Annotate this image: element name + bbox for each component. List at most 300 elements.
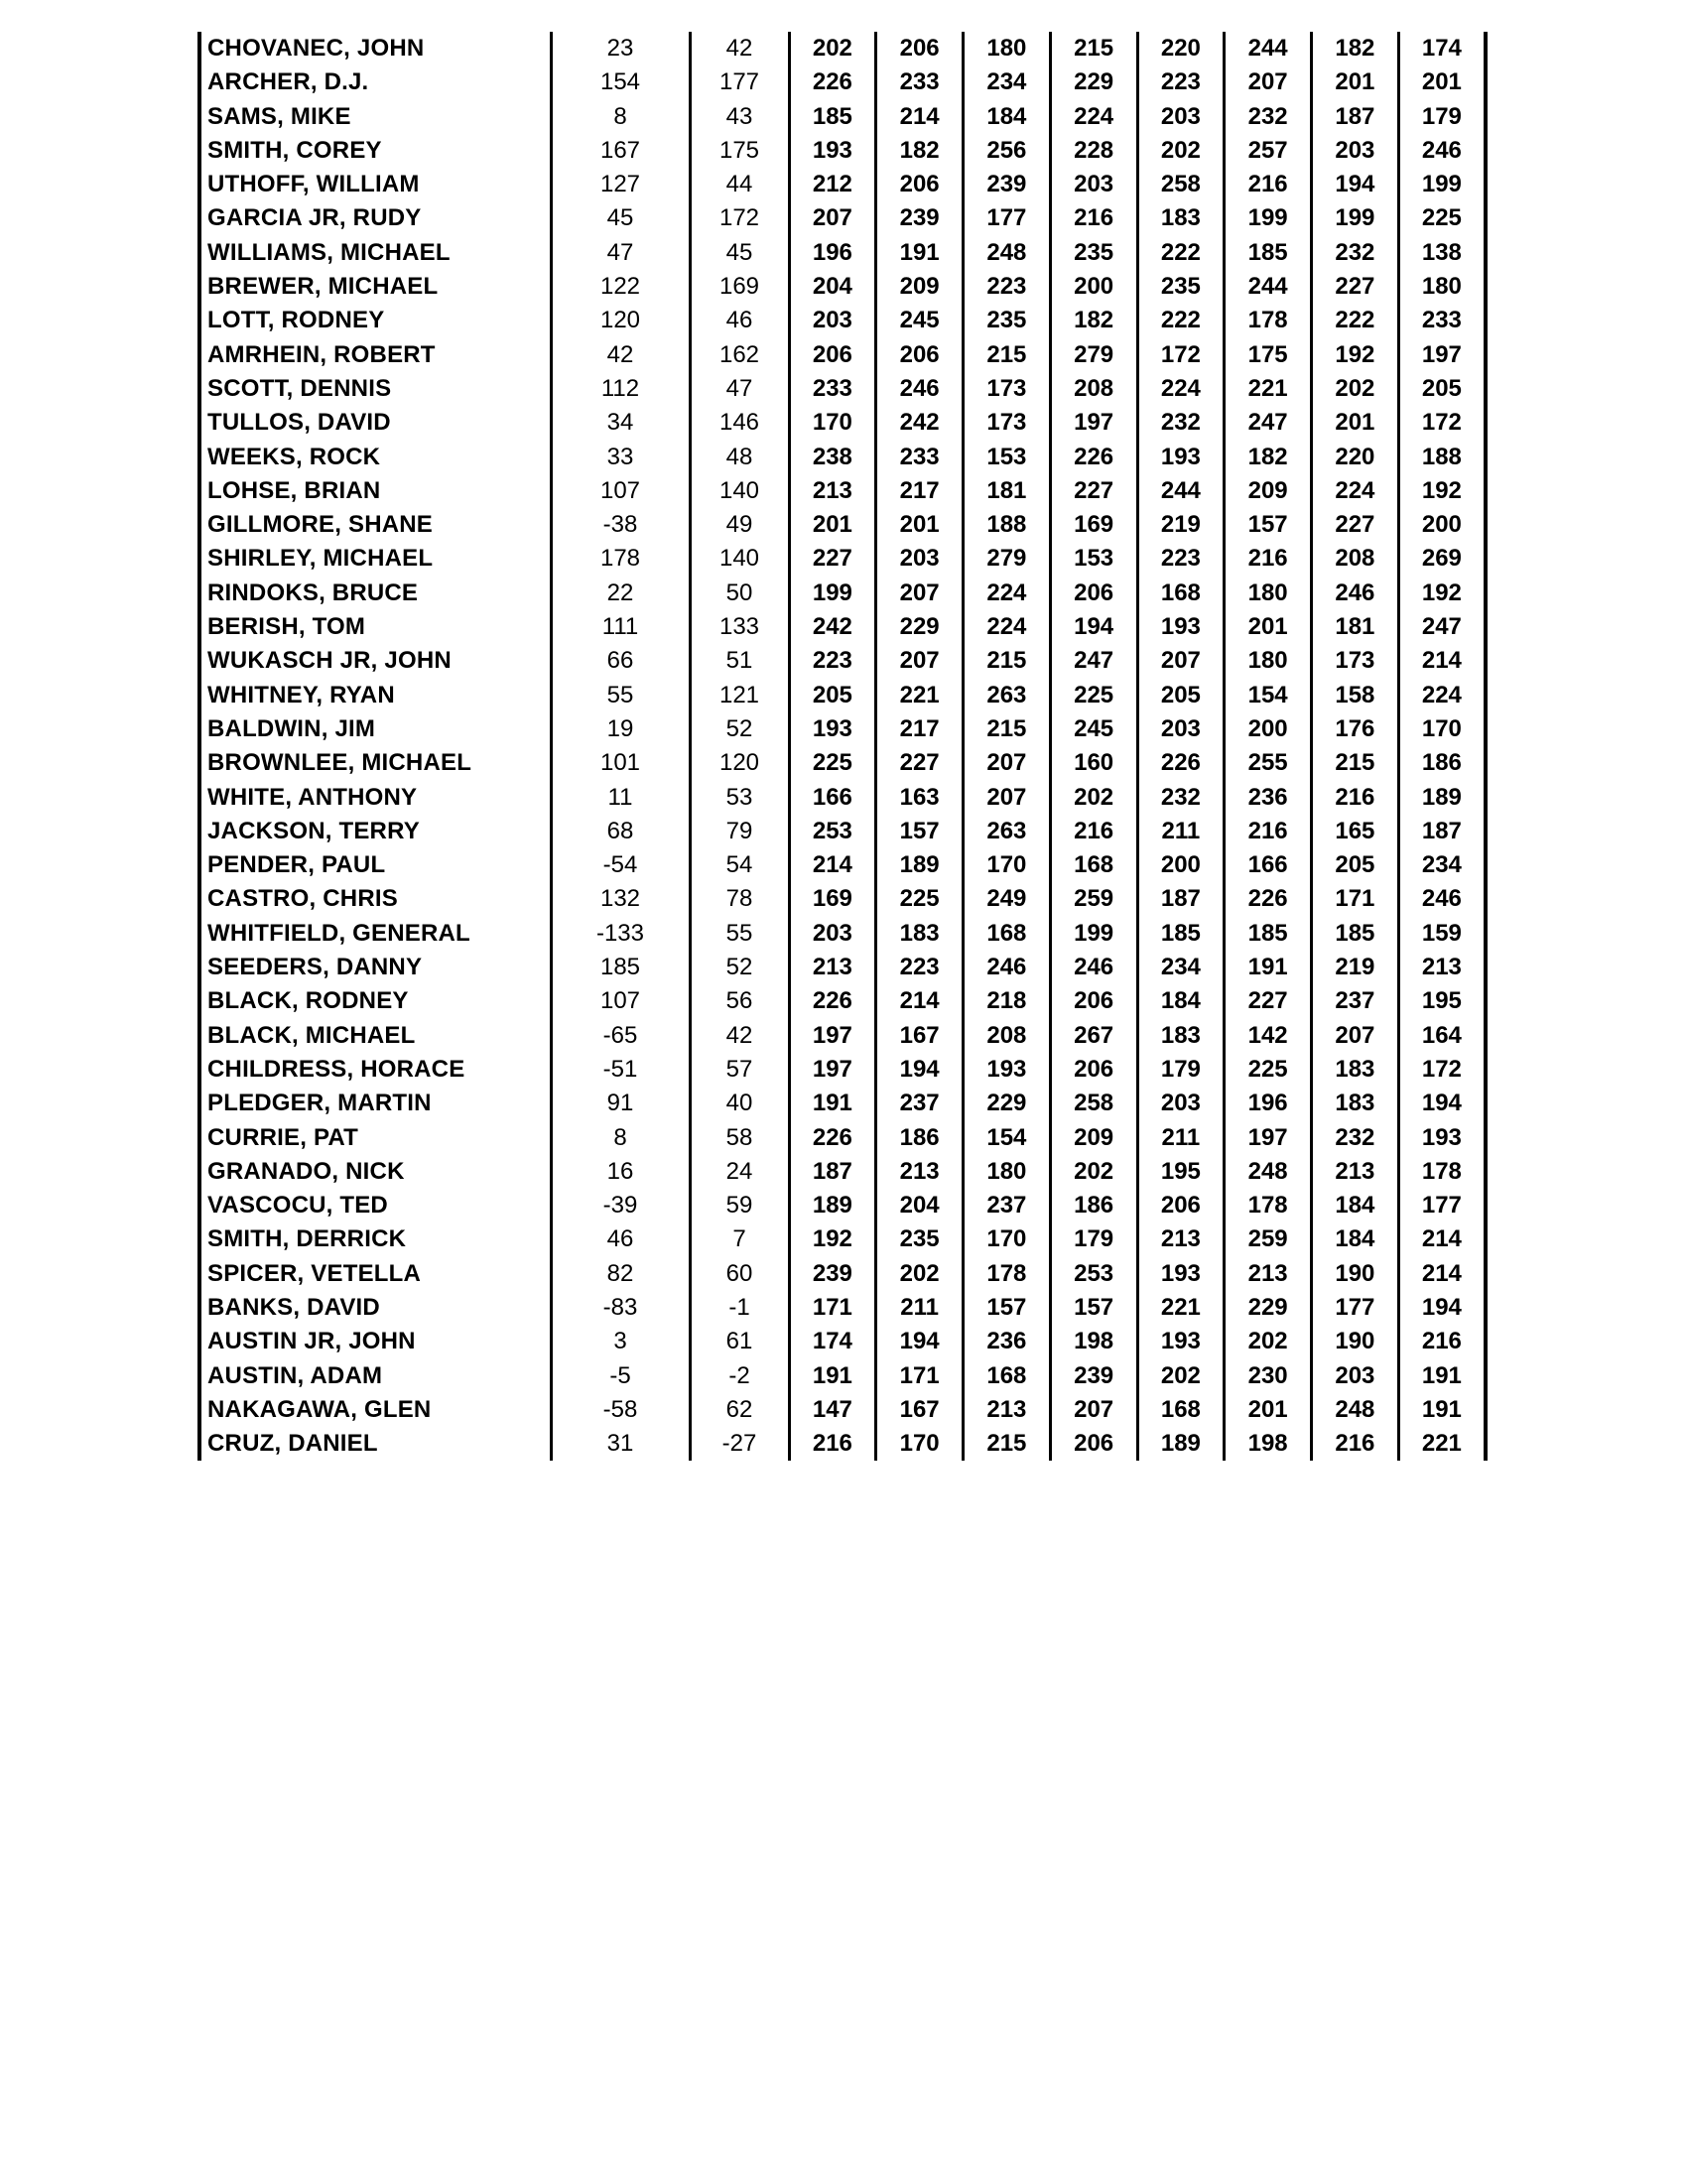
game-score: 194 [1398,1291,1486,1325]
table-row [199,474,1486,508]
game-score: 206 [876,168,964,201]
game-score: 223 [1137,542,1225,576]
value-col-b: 45 [690,236,789,270]
table-row [199,984,1486,1018]
value-col-a: 23 [551,32,690,65]
value-col-a: -51 [551,1053,690,1087]
game-score: 189 [876,848,964,882]
game-score: 248 [964,236,1051,270]
game-score: 259 [1050,882,1137,916]
table-row [199,1087,1486,1120]
game-score: 200 [1050,270,1137,304]
game-score: 246 [1050,951,1137,984]
game-score: 214 [1398,644,1486,678]
game-score: 213 [1312,1155,1399,1189]
game-score: 200 [1137,848,1225,882]
value-col-b: 61 [690,1325,789,1358]
table-row [199,781,1486,815]
game-score: 213 [876,1155,964,1189]
game-score: 168 [1137,577,1225,610]
game-score: 225 [1225,1053,1312,1087]
game-score: 223 [1137,65,1225,99]
value-col-a: 33 [551,441,690,474]
game-score: 181 [1312,610,1399,644]
game-score: 201 [789,508,876,542]
game-score: 234 [964,65,1051,99]
game-score: 172 [1398,406,1486,440]
game-score: 214 [1398,1222,1486,1256]
game-score: 207 [789,201,876,235]
game-score: 177 [1398,1189,1486,1222]
bowler-name: WHITE, ANTHONY [199,781,551,815]
game-score: 206 [1137,1189,1225,1222]
game-score: 238 [789,441,876,474]
bowler-name: BLACK, RODNEY [199,984,551,1018]
game-score: 225 [789,746,876,780]
game-score: 221 [1225,372,1312,406]
value-col-a: 55 [551,679,690,712]
game-score: 201 [1312,406,1399,440]
game-score: 206 [1050,577,1137,610]
game-score: 178 [1225,304,1312,337]
game-score: 206 [1050,984,1137,1018]
value-col-a: 122 [551,270,690,304]
bowler-name: WEEKS, ROCK [199,441,551,474]
game-score: 218 [964,984,1051,1018]
game-score: 233 [876,441,964,474]
bowler-name: SEEDERS, DANNY [199,951,551,984]
game-score: 197 [1225,1121,1312,1155]
game-score: 199 [1398,168,1486,201]
value-col-a: -133 [551,917,690,951]
bowler-name: SPICER, VETELLA [199,1257,551,1291]
value-col-a: 16 [551,1155,690,1189]
value-col-b: 58 [690,1121,789,1155]
game-score: 197 [789,1053,876,1087]
game-score: 180 [964,32,1051,65]
game-score: 244 [1225,270,1312,304]
value-col-b: 52 [690,951,789,984]
game-score: 147 [789,1393,876,1427]
game-score: 201 [1398,65,1486,99]
game-score: 215 [964,712,1051,746]
game-score: 187 [1137,882,1225,916]
game-score: 201 [876,508,964,542]
table-row [199,168,1486,201]
game-score: 247 [1398,610,1486,644]
game-score: 182 [876,134,964,168]
game-score: 233 [876,65,964,99]
game-score: 184 [1312,1189,1399,1222]
game-score: 235 [964,304,1051,337]
game-score: 188 [1398,441,1486,474]
game-score: 223 [964,270,1051,304]
game-score: 201 [1312,65,1399,99]
game-score: 227 [1050,474,1137,508]
game-score: 239 [876,201,964,235]
game-score: 224 [964,610,1051,644]
game-score: 226 [1050,441,1137,474]
game-score: 193 [789,712,876,746]
table-row [199,1121,1486,1155]
game-score: 213 [789,951,876,984]
table-row [199,1155,1486,1189]
game-score: 205 [1137,679,1225,712]
table-row [199,1189,1486,1222]
value-col-b: 140 [690,474,789,508]
value-col-a: 132 [551,882,690,916]
game-score: 179 [1050,1222,1137,1256]
value-col-b: 44 [690,168,789,201]
game-score: 263 [964,679,1051,712]
bowler-name: VASCOCU, TED [199,1189,551,1222]
game-score: 225 [1398,201,1486,235]
game-score: 184 [1137,984,1225,1018]
table-row [199,65,1486,99]
game-score: 203 [1312,1359,1399,1393]
game-score: 187 [1398,815,1486,848]
game-score: 226 [789,1121,876,1155]
game-score: 167 [876,1393,964,1427]
game-score: 242 [789,610,876,644]
value-col-b: 121 [690,679,789,712]
game-score: 202 [1137,1359,1225,1393]
game-score: 216 [1225,542,1312,576]
table-row [199,270,1486,304]
game-score: 239 [789,1257,876,1291]
value-col-b: 51 [690,644,789,678]
game-score: 181 [964,474,1051,508]
game-score: 184 [1312,1222,1399,1256]
game-score: 207 [1312,1019,1399,1053]
table-row [199,644,1486,678]
bowler-name: PENDER, PAUL [199,848,551,882]
game-score: 215 [964,338,1051,372]
game-score: 216 [1398,1325,1486,1358]
table-row [199,577,1486,610]
value-col-a: 107 [551,984,690,1018]
game-score: 177 [964,201,1051,235]
game-score: 213 [1225,1257,1312,1291]
value-col-b: 120 [690,746,789,780]
game-score: 193 [1137,610,1225,644]
bowler-name: CHILDRESS, HORACE [199,1053,551,1087]
bowler-name: BANKS, DAVID [199,1291,551,1325]
game-score: 177 [1312,1291,1399,1325]
game-score: 174 [789,1325,876,1358]
game-score: 214 [1398,1257,1486,1291]
value-col-a: 127 [551,168,690,201]
game-score: 227 [1225,984,1312,1018]
value-col-b: 53 [690,781,789,815]
game-score: 202 [1312,372,1399,406]
game-score: 186 [1050,1189,1137,1222]
game-score: 191 [1398,1359,1486,1393]
value-col-a: 8 [551,1121,690,1155]
game-score: 202 [1137,134,1225,168]
value-col-a: -54 [551,848,690,882]
game-score: 179 [1398,100,1486,134]
table-row [199,1359,1486,1393]
game-score: 198 [1050,1325,1137,1358]
game-score: 258 [1050,1087,1137,1120]
game-score: 203 [789,304,876,337]
game-score: 183 [1312,1053,1399,1087]
bowler-name: CHOVANEC, JOHN [199,32,551,65]
game-score: 208 [1050,372,1137,406]
bowler-name: AUSTIN, ADAM [199,1359,551,1393]
game-score: 256 [964,134,1051,168]
game-score: 226 [789,984,876,1018]
game-score: 216 [1050,201,1137,235]
game-score: 180 [1398,270,1486,304]
game-score: 199 [789,577,876,610]
game-score: 182 [1225,441,1312,474]
game-score: 259 [1225,1222,1312,1256]
game-score: 213 [789,474,876,508]
bowler-name: CURRIE, PAT [199,1121,551,1155]
table-row [199,1019,1486,1053]
game-score: 222 [1312,304,1399,337]
game-score: 226 [1137,746,1225,780]
game-score: 166 [1225,848,1312,882]
game-score: 202 [789,32,876,65]
game-score: 220 [1312,441,1399,474]
value-col-b: 78 [690,882,789,916]
game-score: 224 [1137,372,1225,406]
game-score: 175 [1225,338,1312,372]
game-score: 182 [1312,32,1399,65]
value-col-b: 146 [690,406,789,440]
game-score: 170 [1398,712,1486,746]
game-score: 224 [964,577,1051,610]
game-score: 206 [876,338,964,372]
table-row [199,32,1486,65]
bowler-name: BROWNLEE, MICHAEL [199,746,551,780]
game-score: 223 [789,644,876,678]
game-score: 203 [789,917,876,951]
game-score: 213 [1398,951,1486,984]
game-score: 217 [876,712,964,746]
game-score: 248 [1225,1155,1312,1189]
table-row [199,1393,1486,1427]
game-score: 173 [964,406,1051,440]
game-score: 138 [1398,236,1486,270]
game-score: 234 [1137,951,1225,984]
game-score: 169 [789,882,876,916]
bowler-name: GRANADO, NICK [199,1155,551,1189]
game-score: 209 [1225,474,1312,508]
game-score: 206 [876,32,964,65]
game-score: 183 [876,917,964,951]
game-score: 167 [876,1019,964,1053]
value-col-b: 169 [690,270,789,304]
game-score: 204 [876,1189,964,1222]
game-score: 189 [1137,1427,1225,1461]
game-score: 225 [1050,679,1137,712]
game-score: 160 [1050,746,1137,780]
table-row [199,882,1486,916]
bowler-name: BREWER, MICHAEL [199,270,551,304]
game-score: 230 [1225,1359,1312,1393]
game-score: 226 [789,65,876,99]
game-score: 195 [1137,1155,1225,1189]
value-col-a: -38 [551,508,690,542]
game-score: 191 [789,1087,876,1120]
game-score: 200 [1225,712,1312,746]
game-score: 203 [1137,712,1225,746]
value-col-b: 57 [690,1053,789,1087]
game-score: 209 [876,270,964,304]
game-score: 183 [1312,1087,1399,1120]
game-score: 191 [1225,951,1312,984]
value-col-a: -58 [551,1393,690,1427]
game-score: 246 [1398,134,1486,168]
bowler-name: SMITH, COREY [199,134,551,168]
game-score: 157 [1225,508,1312,542]
table-row [199,746,1486,780]
game-score: 234 [1398,848,1486,882]
value-col-a: 8 [551,100,690,134]
game-score: 225 [876,882,964,916]
game-score: 189 [789,1189,876,1222]
game-score: 246 [876,372,964,406]
game-score: 201 [1225,1393,1312,1427]
game-score: 197 [1050,406,1137,440]
game-score: 236 [964,1325,1051,1358]
value-col-a: 154 [551,65,690,99]
game-score: 224 [1050,100,1137,134]
value-col-b: 46 [690,304,789,337]
game-score: 195 [1398,984,1486,1018]
value-col-a: 34 [551,406,690,440]
game-score: 279 [1050,338,1137,372]
game-score: 232 [1312,236,1399,270]
value-col-b: -1 [690,1291,789,1325]
game-score: 216 [1225,168,1312,201]
game-score: 198 [1225,1427,1312,1461]
game-score: 246 [1312,577,1399,610]
game-score: 183 [1137,1019,1225,1053]
game-score: 186 [876,1121,964,1155]
table-row [199,951,1486,984]
value-col-b: 40 [690,1087,789,1120]
game-score: 188 [964,508,1051,542]
game-score: 222 [1137,304,1225,337]
bowler-name: WUKASCH JR, JOHN [199,644,551,678]
game-score: 236 [1225,781,1312,815]
game-score: 233 [1398,304,1486,337]
game-score: 158 [1312,679,1399,712]
value-col-a: 107 [551,474,690,508]
game-score: 232 [1137,406,1225,440]
bowler-name: CRUZ, DANIEL [199,1427,551,1461]
value-col-b: 60 [690,1257,789,1291]
game-score: 159 [1398,917,1486,951]
table-row [199,848,1486,882]
game-score: 180 [1225,644,1312,678]
game-score: 216 [1312,1427,1399,1461]
game-score: 180 [964,1155,1051,1189]
game-score: 153 [964,441,1051,474]
game-score: 205 [1398,372,1486,406]
value-col-b: 79 [690,815,789,848]
game-score: 199 [1312,201,1399,235]
table-row [199,372,1486,406]
game-score: 178 [964,1257,1051,1291]
game-score: 237 [1312,984,1399,1018]
game-score: 227 [876,746,964,780]
game-score: 193 [1398,1121,1486,1155]
value-col-b: 42 [690,32,789,65]
game-score: 168 [1137,1393,1225,1427]
value-col-a: 42 [551,338,690,372]
table-body [199,32,1486,1461]
bowler-name: PLEDGER, MARTIN [199,1087,551,1120]
game-score: 269 [1398,542,1486,576]
game-score: 187 [1312,100,1399,134]
game-score: 206 [789,338,876,372]
bowler-name: SMITH, DERRICK [199,1222,551,1256]
table-row [199,406,1486,440]
game-score: 228 [1050,134,1137,168]
table-row [199,100,1486,134]
game-score: 154 [1225,679,1312,712]
value-col-b: 62 [690,1393,789,1427]
bowler-name: RINDOKS, BRUCE [199,577,551,610]
game-score: 200 [1398,508,1486,542]
game-score: 247 [1050,644,1137,678]
table-row [199,236,1486,270]
game-score: 235 [1137,270,1225,304]
game-score: 197 [789,1019,876,1053]
value-col-a: 47 [551,236,690,270]
game-score: 197 [1398,338,1486,372]
game-score: 244 [1225,32,1312,65]
table-row [199,917,1486,951]
value-col-a: 19 [551,712,690,746]
bowler-name: JACKSON, TERRY [199,815,551,848]
game-score: 194 [1398,1087,1486,1120]
game-score: 258 [1137,168,1225,201]
game-score: 247 [1225,406,1312,440]
game-score: 215 [1050,32,1137,65]
game-score: 222 [1137,236,1225,270]
value-col-a: 3 [551,1325,690,1358]
value-col-a: 120 [551,304,690,337]
score-sheet [197,32,1484,1461]
value-col-b: 42 [690,1019,789,1053]
game-score: 263 [964,815,1051,848]
game-score: 184 [964,100,1051,134]
table-row [199,610,1486,644]
game-score: 157 [1050,1291,1137,1325]
bowler-name: GARCIA JR, RUDY [199,201,551,235]
game-score: 213 [1137,1222,1225,1256]
bowler-name: BALDWIN, JIM [199,712,551,746]
game-score: 239 [964,168,1051,201]
value-col-b: 177 [690,65,789,99]
value-col-b: 56 [690,984,789,1018]
game-score: 142 [1225,1019,1312,1053]
game-score: 216 [1225,815,1312,848]
game-score: 194 [1050,610,1137,644]
game-score: 191 [789,1359,876,1393]
game-score: 176 [1312,712,1399,746]
game-score: 216 [789,1427,876,1461]
game-score: 216 [1312,781,1399,815]
value-col-b: 7 [690,1222,789,1256]
